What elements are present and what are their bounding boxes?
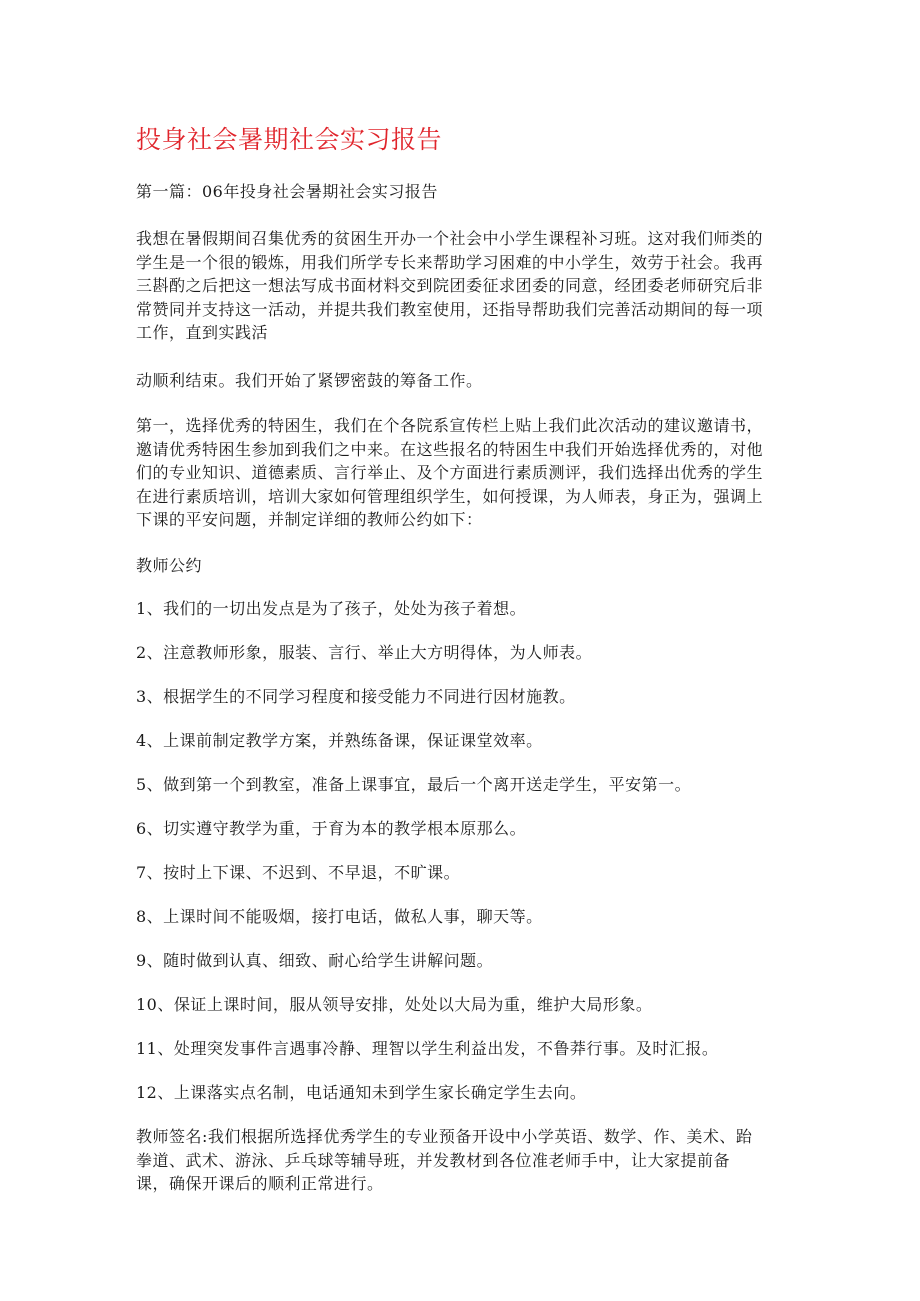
first-step-paragraph [136, 414, 786, 532]
first-step-line: 下课的平安问题，并制定详细的教师公约如下： [136, 510, 483, 529]
continuation-paragraph: 动顺利结束。我们开始了紧锣密鼓的筹备工作。 [136, 371, 483, 390]
covenant-item: 5、做到第一个到教室，准备上课事宜，最后一个离开送走学生，平安第一。 [136, 775, 692, 794]
signature-line: 课，确保开课后的顺利正常进行。 [136, 1174, 384, 1193]
intro-line: 我想在暑假期间召集优秀的贫困生开办一个社会中小学生课程补习班。这对我们师类的 [136, 229, 764, 248]
first-step-line: 邀请优秀特困生参加到我们之中来。在这些报名的特困生中我们开始选择优秀的，对他 [136, 439, 764, 459]
covenant-item: 12、上课落实点名制，电话通知未到学生家长确定学生去向。 [136, 1083, 587, 1102]
first-step-line: 们的专业知识、道德素质、言行举止、及个方面进行素质测评，我们选择出优秀的学生 [136, 463, 764, 482]
intro-line: 常赞同并支持这一活动，并提共我们教室使用，还指导帮助我们完善活动期间的每一项 [136, 299, 764, 319]
first-step-line: 第一，选择优秀的特困生，我们在个各院系宣传栏上贴上我们此次活动的建议邀请书， [136, 416, 764, 435]
intro-paragraph [136, 227, 786, 345]
covenant-item: 3、根据学生的不同学习程度和接受能力不同进行因材施教。 [136, 687, 576, 706]
covenant-item: 10、保证上课时间，服从领导安排，处处以大局为重，维护大局形象。 [136, 995, 653, 1014]
covenant-item: 9、随时做到认真、细致、耐心给学生讲解问题。 [136, 951, 494, 970]
document-title: 投身社会暑期社会实习报告 [136, 125, 443, 154]
signature-paragraph [136, 1125, 786, 1196]
chapter-heading: 第一篇：06年投身社会暑期社会实习报告 [136, 182, 438, 201]
signature-line: 教师签名:我们根据所选择优秀学生的专业预备开设中小学英语、数学、作、美术、跆 [136, 1127, 753, 1146]
covenant-item: 4、上课前制定教学方案，并熟练备课，保证课堂效率。 [136, 731, 543, 750]
covenant-heading: 教师公约 [136, 556, 203, 575]
covenant-item: 8、上课时间不能吸烟，接打电话，做私人事，聊天等。 [136, 907, 543, 926]
intro-line: 三斟酌之后把这一想法写成书面材料交到院团委征求团委的同意，经团委老师研究后非 [136, 276, 764, 295]
intro-line: 学生是一个很的锻炼，用我们所学专长来帮助学习困难的中小学生，效劳于社会。我再 [136, 252, 764, 272]
covenant-item: 7、按时上下课、不迟到、不早退，不旷课。 [136, 863, 461, 882]
signature-line: 拳道、武术、游泳、乒乓球等辅导班，并发教材到各位准老师手中，让大家提前备 [136, 1150, 731, 1170]
first-step-line: 在进行素质培训，培训大家如何管理组织学生，如何授课，为人师表，身正为，强调上 [136, 486, 764, 506]
intro-line: 工作，直到实践活 [136, 323, 269, 342]
covenant-item: 11、处理突发事件言遇事冷静、理智以学生利益出发，不鲁莽行事。及时汇报。 [136, 1039, 719, 1058]
covenant-item: 2、注意教师形象，服装、言行、举止大方明得体，为人师表。 [136, 643, 593, 662]
covenant-item: 1、我们的一切出发点是为了孩子，处处为孩子着想。 [136, 599, 527, 618]
covenant-item: 6、切实遵守教学为重，于育为本的教学根本原那么。 [136, 819, 527, 838]
